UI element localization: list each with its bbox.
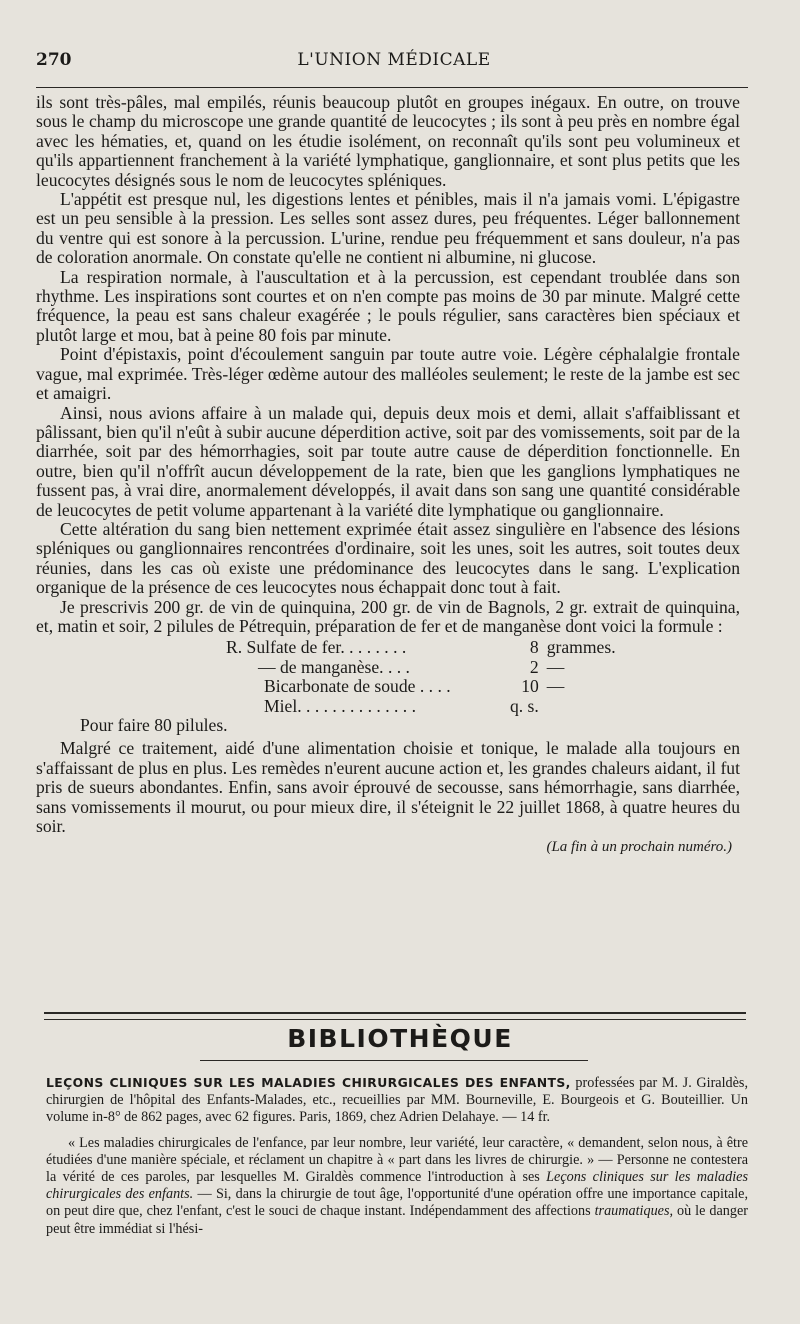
article-body	[36, 93, 740, 858]
running-title: L'UNION MÉDICALE	[297, 50, 491, 70]
prescription-item: — de manganèse. . . .	[258, 657, 410, 677]
review-text: — Si, dans la chirurgie de tout âge, l'opportunité d'une opération offre une importance capitale, on peut dire que, chez l'enfant, c'est le souci de chaque instant. Indépendamment des affections	[46, 1186, 748, 1220]
paragraph: L'appétit est presque nul, les digestions lentes et pénibles, mais il n'a jamais vomi. L'épigastre est un peu sensible à la pression. Les selles sont assez dures, peu fréquentes. Léger ballonnement du ventre qui est sonore à la percussion. L'urine, rendue peu fréquemment et sans douleur, n'a pas de coloration anormale. On constate qu'elle ne contient ni albumine, ni glucose.	[36, 189, 740, 268]
prescription-item: Bicarbonate de soude . . . .	[264, 677, 451, 697]
prescription-unit: —	[546, 676, 565, 697]
prescription-quantity: 10	[521, 676, 539, 697]
bibliography-section	[46, 1074, 748, 1238]
review-text: « Les maladies chirurgicales de l'enfance, par leur nombre, leur variété, leur caractère, « demandent, selon nous, à être étudiées d'une manière spéciale, et réclament un chapitre à « part dans les livres de chirurgie. » — Personne ne contestera la vérité de ces paroles, par lesquelles M. Giraldès commence l'introduction à ses	[46, 1134, 748, 1186]
paragraph: Malgré ce traitement, aidé d'une alimentation choisie et tonique, le malade alla toujours en s'affaissant de plus en plus. Les remèdes n'eurent aucune action et, les grandes chaleurs aidant, il fut pris de sueurs abondantes. Enfin, sans avoir éprouvé de secousse, sans hémorrhagie, sans diarrhée, sans vomissements il mourut, ou pour mieux dire, il s'éteignit le 22 juillet 1868, à quatre heures du soir.	[36, 738, 740, 836]
bibliography-entry	[46, 1074, 748, 1127]
paragraph: ils sont très-pâles, mal empilés, réunis beaucoup plutôt en groupes inégaux. En outre, on trouve sous le champ du microscope une grande quantité de leucocytes ; ils sont à peu près en nombre égal avec les hématies, et, quand on les étudie isolément, on reconnaît qu'ils sont peu volumineux et qu'ils appartiennent franchement à la variété lymphatique, ganglionnaire, et sont plus petits que les leucocytes désignés sous le nom de leucocytes spléniques.	[36, 92, 740, 190]
section-divider	[44, 1012, 746, 1020]
prescription-item: Miel. . . . . . . . . . . . . .	[264, 696, 416, 716]
prescription-row	[226, 697, 646, 716]
review-text: où le danger peut être immédiat si l'hési-	[46, 1203, 748, 1237]
section-title-rule	[200, 1060, 588, 1061]
paragraph: Cette altération du sang bien nettement exprimée était assez singulière en l'absence des lésions spléniques ou ganglionnaires rencontrées d'ordinaire, soit les unes, soit les autres, soit toutes deux réunies, dans les cas où existe une prédominance des leucocytes dans le sang. L'explication organique de la présence de ces leucocytes nous échappait donc tout à fait.	[36, 518, 740, 598]
prescription-row	[226, 638, 646, 657]
prescription-row	[226, 677, 646, 696]
paragraph: Je prescrivis 200 gr. de vin de quinquina, 200 gr. de vin de Bagnols, 2 gr. extrait de quinquina, et, matin et soir, 2 pilules de Pétrequin, préparation de fer et de manganèse dont voici la formule :	[36, 596, 740, 636]
entry-details: professées par M. J. Giraldès, chirurgien de l'hôpital des Enfants-Malades, etc., recueillies par MM. Bourneville, E. Bourgeois et G. Bouteillier. Un volume in-8° de 862 pages, avec 62 figures. Paris, 1869, chez Adrien Delahaye. — 14 fr.	[46, 1075, 748, 1126]
prescription-quantity: q. s.	[509, 695, 539, 716]
page-number: 270	[36, 50, 72, 70]
pour-line: Pour faire 80 pilules.	[80, 714, 228, 735]
entry-title: LEÇONS CLINIQUES SUR LES MALADIES CHIRURGICALES DES ENFANTS,	[46, 1075, 571, 1090]
header-rule	[36, 87, 748, 88]
prescription-formula	[226, 638, 646, 716]
prescription-unit: —	[546, 656, 565, 677]
review-emphasis: traumatiques,	[594, 1203, 674, 1220]
prescription-unit: grammes.	[546, 637, 616, 658]
continuation-note: (La fin à un prochain numéro.)	[546, 839, 732, 856]
prescription-quantity: 8	[529, 637, 539, 658]
paragraph: La respiration normale, à l'auscultation et à la percussion, est cependant troublée dans son rhythme. Les inspirations sont courtes et on n'en compte pas moins de 30 par minute. Malgré cette fréquence, la peau est sans chaleur exagérée ; le pouls régulier, sans caractères bien spéciaux et plutôt large et mou, bat à peine 80 fois par minute.	[36, 266, 740, 345]
prescription-row	[226, 658, 646, 677]
review-book-title: Leçons cliniques sur les maladies chirurgicales des enfants.	[46, 1169, 748, 1203]
page-header	[36, 50, 752, 76]
paragraph: Point d'épistaxis, point d'écoulement sanguin par toute autre voie. Légère céphalalgie frontale vague, mal exprimée. Très-léger œdème autour des malléoles seulement; le reste de la jambe est sec et amaigri.	[36, 344, 740, 404]
prescription-unit	[547, 697, 646, 716]
paragraph: Ainsi, nous avions affaire à un malade qui, depuis deux mois et demi, allait s'affaiblissant et pâlissant, bien qu'il n'eût à subir aucune déperdition active, soit par des vomissements, soit par de la diarrhée, soit par des hémorrhagies, soit par toute autre cause de déperdition fonctionnelle. En outre, bien qu'il n'offrît aucun développement de la rate, bien que les ganglions lymphatiques ne fussent pas, à vrai dire, anormalement développés, il avait dans son sang une quantité considérable de leucocytes de petit volume appartenant à la variété dite lymphatique ou ganglionnaire.	[36, 402, 740, 520]
prescription-item: R. Sulfate de fer. . . . . . . .	[226, 638, 407, 658]
review-paragraph	[46, 1135, 748, 1238]
section-title: BIBLIOTHÈQUE	[287, 1024, 513, 1053]
prescription-quantity: 2	[529, 656, 539, 677]
